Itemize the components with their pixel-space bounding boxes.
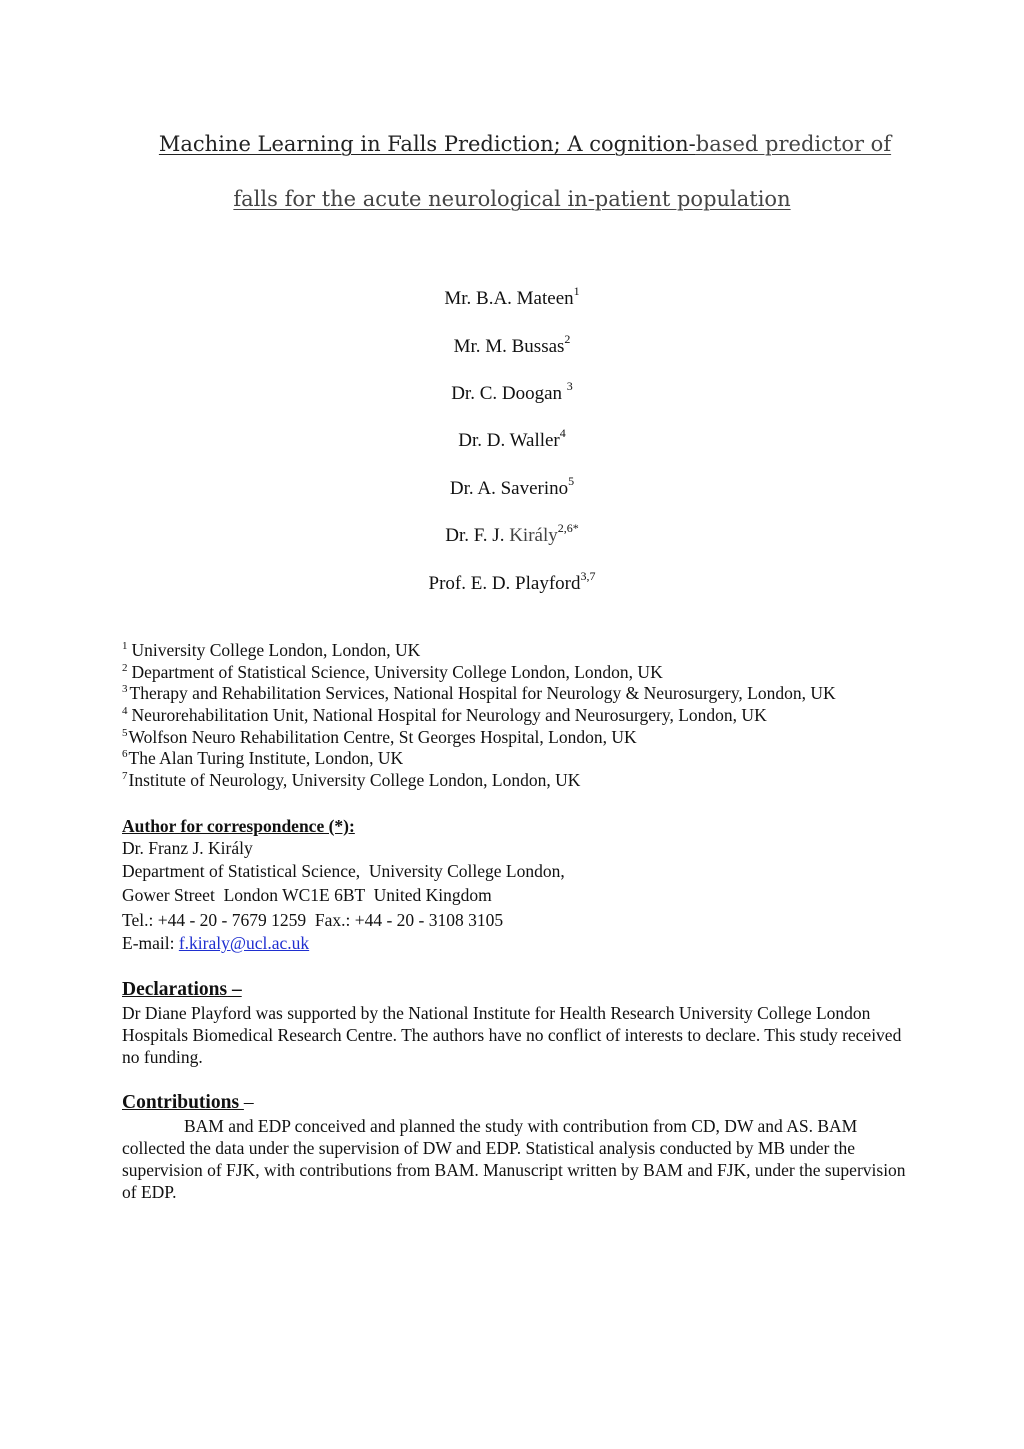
author-playford [0, 569, 1024, 595]
author-waller [0, 426, 1024, 452]
author-doogan [0, 379, 1024, 405]
affiliation-text: Therapy and Rehabilitation Services, National Hospital for Neurology & Neurosurgery, London, UK [129, 683, 836, 703]
title-line-2-text: falls for the acute neurological in-patient population [233, 187, 791, 211]
declarations-text: Dr Diane Playford was supported by the National Institute for Health Research University College London Hospitals Biomedical Research Centre. The authors have no conflict of interests to declare. This study received no funding. [122, 1003, 902, 1067]
correspondence-email-row [122, 933, 309, 954]
email-label: E-mail: [122, 933, 179, 953]
author-name: Mr. M. Bussas [453, 336, 565, 357]
paper-title-line-1 [0, 132, 1024, 156]
title-part-b: based predictor of [695, 132, 892, 156]
affiliation-1 [122, 640, 420, 661]
paper-title-line-2 [0, 187, 1024, 211]
affiliation-number: 4 [122, 705, 128, 717]
author-affiliation-sup: 4 [559, 426, 566, 440]
affiliation-number: 3 [122, 683, 128, 695]
correspondence-phone: Tel.: +44 - 20 - 7679 1259 Fax.: +44 - 20 - 3108 3105 [122, 910, 504, 930]
contributions-text: BAM and EDP conceived and planned the study with contribution from CD, DW and AS. BAM collected the data under the supervision of DW and EDP. Statistical analysis conducted by MB under the supervision of FJK, with contributions from BAM. Manuscript written by BAM and FJK, under the supervision of EDP. [122, 1116, 906, 1202]
author-affiliation-sup: 2,6* [557, 521, 579, 535]
email-link[interactable]: f.kiraly@ucl.ac.uk [178, 933, 310, 953]
affiliation-text: University College London, London, UK [131, 640, 421, 660]
affiliation-4 [122, 705, 767, 726]
affiliation-number: 5 [122, 727, 128, 739]
affiliation-6 [122, 748, 403, 769]
author-affiliation-sup: 2 [564, 332, 571, 346]
contributions-heading-dash: – [243, 1092, 254, 1113]
affiliation-text: Neurorehabilitation Unit, National Hospital for Neurology and Neurosurgery, London, UK [131, 705, 767, 725]
author-affiliation-sup: 3 [566, 379, 573, 393]
affiliation-number: 7 [122, 770, 128, 782]
author-affiliation-sup: 5 [568, 474, 575, 488]
author-name-prefix: Dr. F. J. [445, 525, 510, 546]
author-affiliation-sup: 1 [573, 284, 580, 298]
correspondence-heading: Author for correspondence (*): [122, 816, 355, 836]
author-bussas [0, 332, 1024, 358]
author-kiraly [0, 521, 1024, 547]
correspondence-department: Department of Statistical Science, University College London, [122, 861, 565, 881]
affiliation-number: 6 [122, 748, 128, 760]
author-name: Prof. E. D. Playford [428, 573, 581, 594]
declarations-heading-text: Declarations [122, 979, 228, 1000]
author-name: Mr. B.A. Mateen [444, 288, 574, 309]
declarations-heading [122, 979, 242, 1001]
correspondence-name: Dr. Franz J. Király [122, 838, 253, 858]
affiliation-number: 2 [122, 662, 128, 674]
contributions-heading [122, 1092, 254, 1114]
author-affiliation-sup: 3,7 [580, 569, 596, 583]
affiliation-7 [122, 770, 580, 791]
correspondence-address: Gower Street London WC1E 6BT United Kingdom [122, 885, 492, 905]
title-part-a: Machine Learning in Falls Prediction; A cognition- [158, 132, 696, 156]
author-name-suffix: Király [509, 525, 558, 546]
affiliation-5 [122, 727, 637, 748]
contributions-paragraph [122, 1115, 922, 1203]
author-name: Dr. C. Doogan [451, 383, 567, 404]
affiliation-3 [122, 683, 836, 704]
author-saverino [0, 474, 1024, 500]
affiliation-text: Institute of Neurology, University College London, London, UK [128, 770, 581, 790]
author-mateen [0, 284, 1024, 310]
author-name: Dr. A. Saverino [449, 478, 569, 499]
affiliation-text: Department of Statistical Science, University College London, London, UK [131, 662, 663, 682]
affiliation-text: Wolfson Neuro Rehabilitation Centre, St Georges Hospital, London, UK [128, 727, 637, 747]
affiliation-number: 1 [122, 640, 128, 652]
author-name: Dr. D. Waller [458, 430, 560, 451]
affiliation-text: The Alan Turing Institute, London, UK [128, 748, 404, 768]
contributions-heading-text: Contributions [122, 1092, 244, 1113]
declarations-heading-dash: – [227, 979, 242, 1000]
affiliation-2 [122, 662, 663, 683]
